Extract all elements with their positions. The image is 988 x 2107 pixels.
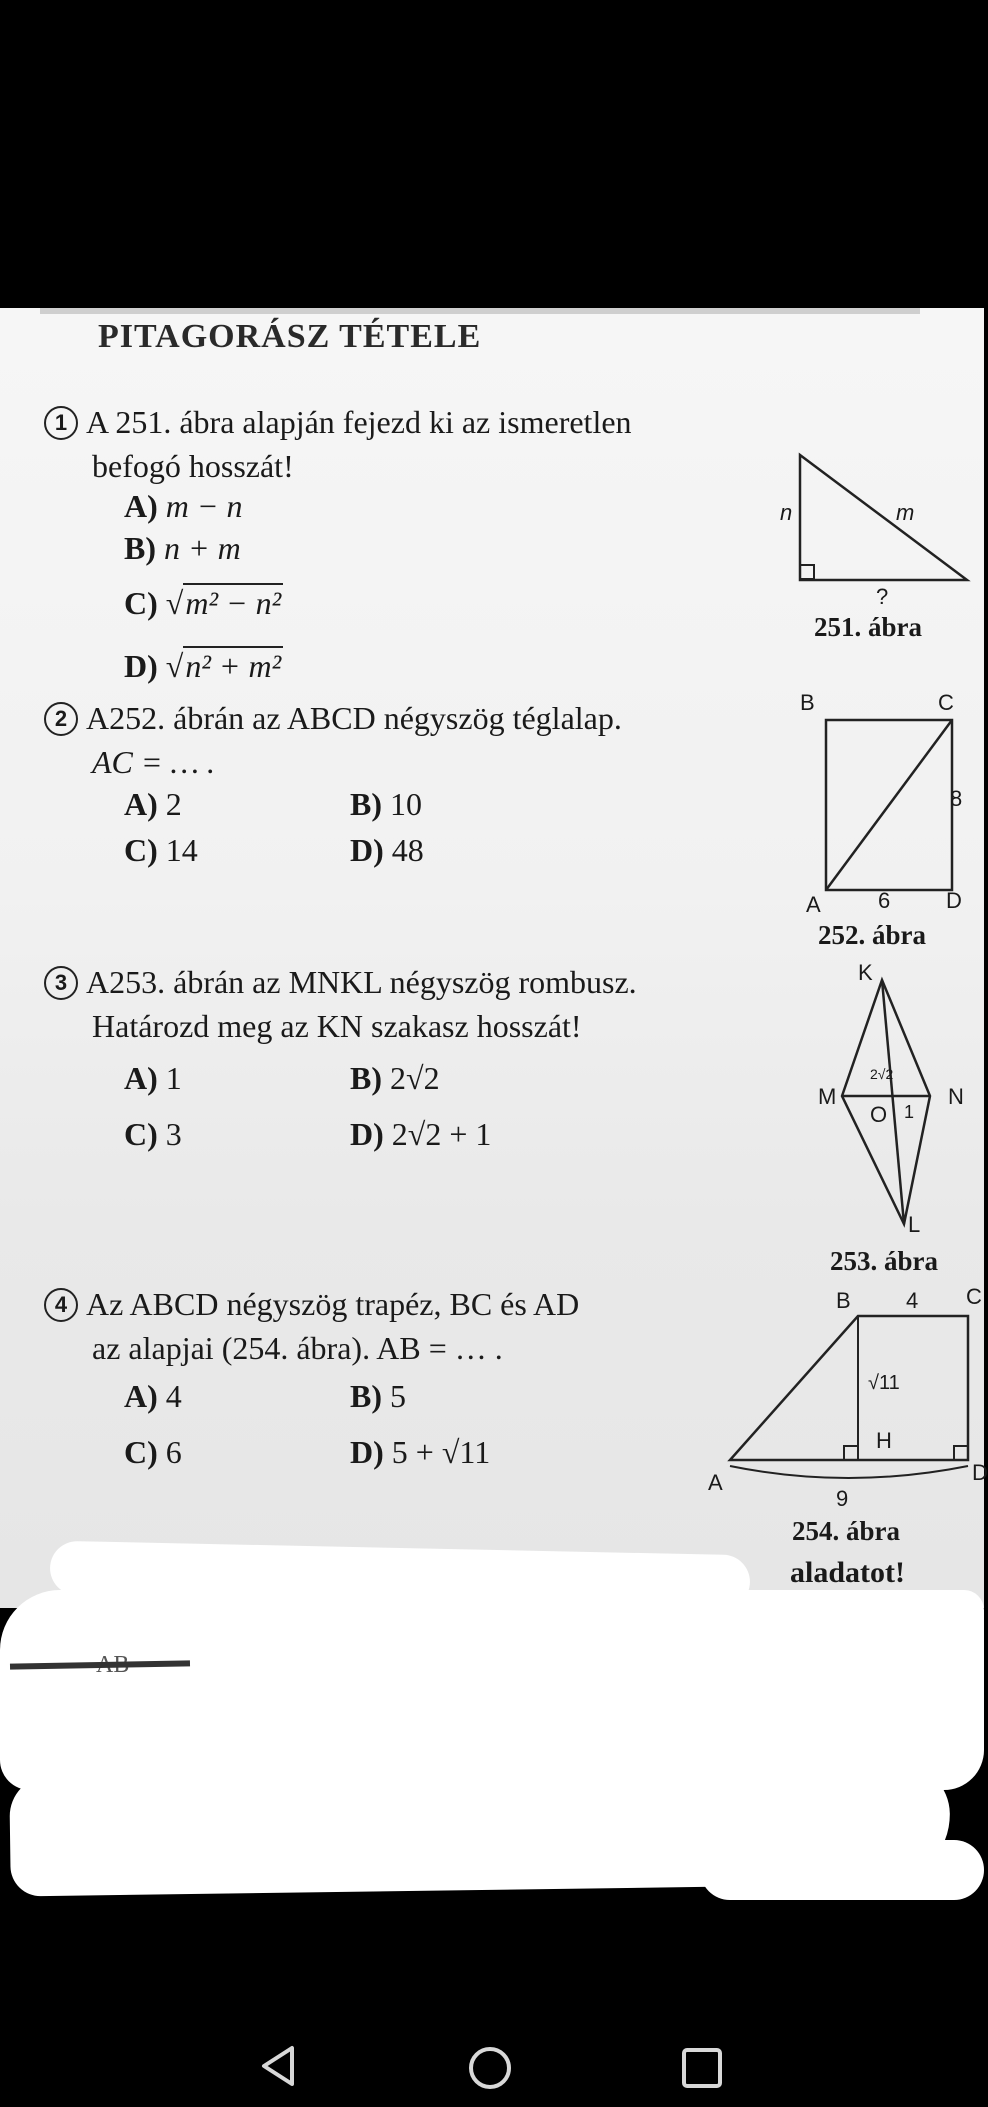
question-4-line1: 4 Az ABCD négyszög trapéz, BC és AD [44,1282,579,1326]
question-number-3: 3 [44,966,78,1000]
question-1-line1: 1 A 251. ábra alapján fejezd ki az ismeretlen [44,400,632,444]
fig254-label-4: 4 [906,1288,919,1313]
question-number-2: 2 [44,702,78,736]
q3-option-b: B) 2√2 [350,1060,440,1096]
fig251-label-n: n [780,500,793,525]
question-3-line2: Határozd meg az KN szakasz hosszát! [92,1008,582,1044]
fig252-label-6: 6 [878,888,891,913]
q4-option-b: B) 5 [350,1378,406,1414]
fig254-label-c: C [966,1284,982,1309]
fig254-label-d: D [972,1460,988,1485]
q2-option-b: B) 10 [350,786,422,822]
q3-option-c: C) 3 [124,1116,182,1152]
paper-edge [40,308,920,314]
fig251-label-m: m [896,500,915,525]
question-number-1: 1 [44,406,78,440]
fig253-label-l: L [908,1212,921,1237]
fig252-label-a: A [806,892,821,917]
q4-option-a: A) 4 [124,1378,182,1414]
fig252-label-8: 8 [950,786,963,811]
redaction-smear-4 [700,1840,984,1900]
fig253-label-n: N [948,1084,964,1109]
q3-option-d: D) 2√2 + 1 [350,1116,492,1152]
recents-square-icon[interactable] [680,2046,724,2090]
q2-option-d: D) 48 [350,832,424,868]
navigation-bar [0,1960,984,2107]
question-4-line2: az alapjai (254. ábra). AB = … . [92,1330,503,1366]
fig254-caption: 254. ábra [792,1516,900,1546]
fig251-caption: 251. ábra [814,612,922,642]
fig254-label-b: B [836,1288,851,1313]
q4-option-c: C) 6 [124,1434,182,1470]
fig251-label-unknown: ? [876,584,889,609]
section-title: PITAGORÁSZ TÉTELE [98,318,482,355]
fig253-label-halfdiag: 2√2 [870,1066,894,1082]
fig253-caption: 253. ábra [830,1246,938,1276]
q1-option-a: A) m − n [124,488,243,524]
fig254-label-h: H [876,1428,892,1453]
question-number-4: 4 [44,1288,78,1322]
q2-option-a: A) 2 [124,786,182,822]
fig253-label-m: M [818,1084,837,1109]
q2-option-c: C) 14 [124,832,198,868]
fig252-label-b: B [800,690,815,715]
figure-254-trapezoid [720,1300,984,1470]
q4-option-d: D) 5 + √11 [350,1434,491,1470]
fig254-label-9: 9 [836,1486,849,1511]
fig253-label-o: O [870,1102,888,1127]
q1-option-d: D) √n² + m² [124,648,282,684]
home-circle-icon[interactable] [466,2044,514,2092]
fig252-label-d: D [946,888,962,913]
question-2-line2: AC = … . [92,744,215,780]
fig252-caption: 252. ábra [818,920,926,950]
fig252-label-c: C [938,690,954,715]
q3-option-a: A) 1 [124,1060,182,1096]
fig253-label-1: 1 [904,1102,915,1122]
fig254-label-a: A [708,1470,723,1495]
q1-option-b: B) n + m [124,530,241,566]
figure-251-right-triangle [770,440,980,640]
question-2-line1: 2 A252. ábrán az ABCD négyszög téglalap. [44,696,622,740]
question-3-line1: 3 A253. ábrán az MNKL négyszög rombusz. [44,960,637,1004]
question-1-line2: befogó hosszát! [92,448,294,484]
redaction-smear-2 [0,1590,984,1790]
fig254-label-sqrt11: √11 [868,1372,900,1394]
back-triangle-icon[interactable] [258,2044,298,2088]
q1-option-c: C) √m² − n² [124,585,282,621]
fig253-label-k: K [858,960,873,985]
partial-heading-text: aladatot! [790,1556,905,1589]
